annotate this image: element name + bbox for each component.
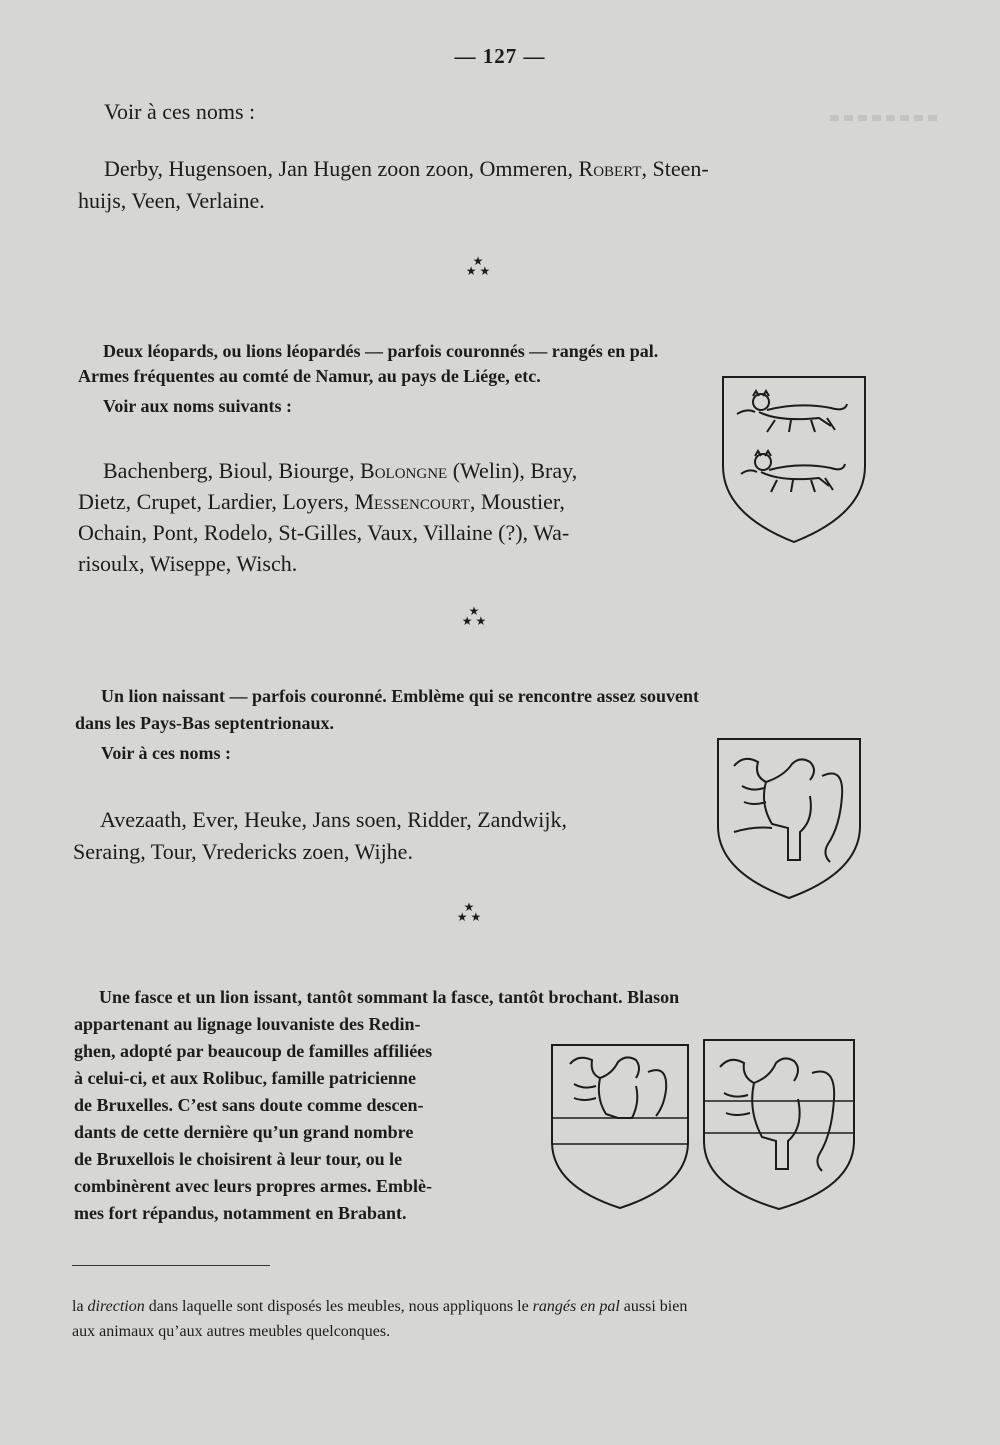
footnote-divider bbox=[72, 1265, 270, 1266]
names-smallcaps: Messencourt bbox=[354, 489, 470, 514]
section-1-names-line-1 bbox=[104, 152, 709, 185]
footnote-line-1 bbox=[72, 1296, 687, 1318]
footnote-text: aussi bien bbox=[619, 1298, 688, 1315]
section-4-line-5: de Bruxelles. C’est sans doute comme descen- bbox=[74, 1095, 424, 1115]
page-number: — 127 — bbox=[454, 44, 546, 68]
section-2-description-line-2: Armes fréquentes au comté de Namur, au pays de Liége, etc. bbox=[78, 366, 541, 386]
shield-fess-lion-brochant-icon bbox=[700, 1037, 858, 1213]
section-2-description-line-1: Deux léopards, ou lions léopardés — parfois couronnés — rangés en pal. bbox=[103, 341, 659, 361]
section-2-names-line-2 bbox=[78, 485, 565, 518]
section-3-intro: Voir à ces noms : bbox=[101, 743, 231, 763]
asterism-icon: ★ ★ ★ bbox=[456, 900, 482, 924]
section-3-names-line-1: Avezaath, Ever, Heuke, Jans soen, Ridder, Zandwijk, bbox=[100, 807, 568, 832]
section-4-line-8: combinèrent avec leurs propres armes. Emblè- bbox=[74, 1176, 432, 1196]
footnote-text: la bbox=[72, 1298, 88, 1315]
section-4-line-1: Une fasce et un lion issant, tantôt sommant la fasce, tantôt brochant. Blason bbox=[99, 987, 680, 1007]
names-text: (Welin), Bray, bbox=[447, 458, 578, 483]
section-2-names-line-4: risoulx, Wiseppe, Wisch. bbox=[78, 551, 298, 576]
section-1-names-line-2: huijs, Veen, Verlaine. bbox=[78, 188, 265, 213]
names-smallcaps: Robert bbox=[578, 156, 642, 181]
shield-two-leopards-icon bbox=[719, 374, 869, 546]
names-text: , Moustier, bbox=[469, 489, 565, 514]
asterism-icon: ★ ★ ★ bbox=[461, 604, 487, 628]
footnote-text: dans laquelle sont disposés les meubles, nous appliquons le bbox=[144, 1298, 533, 1315]
section-1-intro: Voir à ces noms : bbox=[104, 99, 256, 124]
names-text: Bachenberg, Bioul, Biourge, bbox=[103, 458, 361, 483]
names-text: Derby, Hugensoen, Jan Hugen zoon zoon, Ommeren, bbox=[104, 156, 579, 181]
section-4-line-6: dants de cette dernière qu’un grand nombre bbox=[74, 1122, 414, 1142]
bleed-through bbox=[830, 100, 950, 130]
section-3-description-line-2: dans les Pays-Bas septentrionaux. bbox=[75, 713, 335, 733]
section-2-intro: Voir aux noms suivants : bbox=[103, 396, 293, 416]
asterism-icon: ★ ★ ★ bbox=[465, 254, 491, 278]
names-smallcaps: Bolongne bbox=[360, 458, 448, 483]
section-3-names-line-2: Seraing, Tour, Vredericks zoen, Wijhe. bbox=[73, 839, 413, 864]
section-4-line-9: mes fort répandus, notamment en Brabant. bbox=[74, 1203, 407, 1223]
footnote-emphasis: direction bbox=[87, 1298, 145, 1315]
names-text: Dietz, Crupet, Lardier, Loyers, bbox=[78, 489, 355, 514]
section-4-line-3: ghen, adopté par beaucoup de familles affiliées bbox=[74, 1041, 433, 1061]
section-2-names-line-1 bbox=[103, 454, 577, 487]
names-text: , Steen- bbox=[641, 156, 709, 181]
section-3-description-line-1: Un lion naissant — parfois couronné. Emblème qui se rencontre assez souvent bbox=[101, 686, 700, 706]
shield-fess-lion-issant-icon bbox=[548, 1042, 692, 1212]
footnote-line-2: aux animaux qu’aux autres meubles quelconques. bbox=[72, 1323, 391, 1340]
shield-lion-naissant-icon bbox=[714, 736, 864, 902]
section-4-line-7: de Bruxellois le choisirent à leur tour, ou le bbox=[74, 1149, 403, 1169]
footnote-emphasis: rangés en pal bbox=[532, 1298, 620, 1315]
section-2-names-line-3: Ochain, Pont, Rodelo, St-Gilles, Vaux, Villaine (?), Wa- bbox=[78, 520, 570, 545]
section-4-line-4: à celui-ci, et aux Rolibuc, famille patricienne bbox=[74, 1068, 416, 1088]
section-4-line-2: appartenant au lignage louvaniste des Redin- bbox=[74, 1014, 421, 1034]
